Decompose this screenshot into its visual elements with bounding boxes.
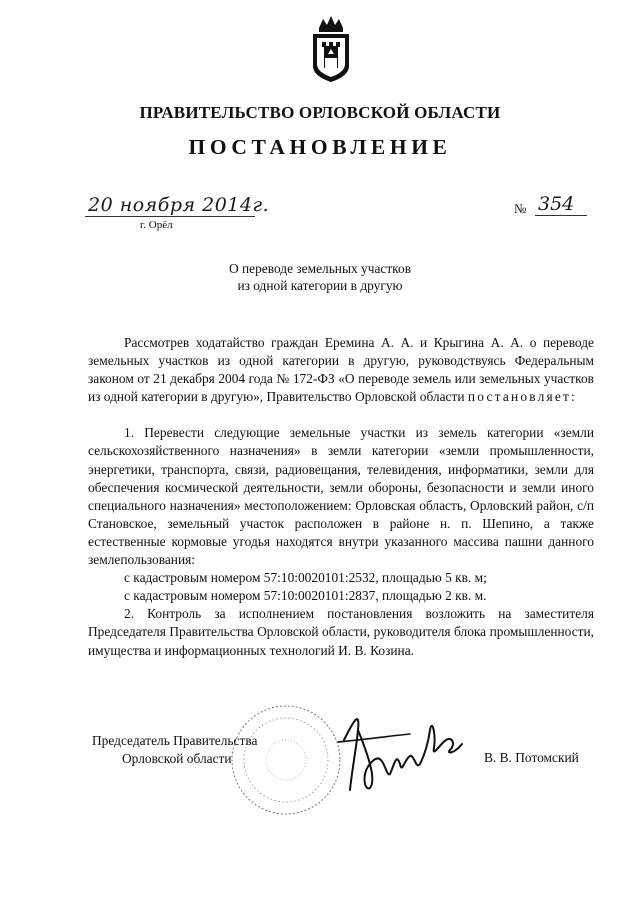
preamble-text: Рассмотрев ходатайство граждан Еремина А. А. и Крыгина А. А. о переводе земельных участков из одной категории в другую, руководствуясь Федеральным законом от 21 декабря 2004 года № 172-ФЗ «О переводе земель или земельных участков из одной категории в другую», Правительство Орловской области	[88, 335, 594, 405]
cadastral-item-1: с кадастровым номером 57:10:0020101:2532, площадью 5 кв. м;	[124, 570, 487, 586]
clause-1: 1. Перевести следующие земельные участки из земель категории «земли сельскохозяйственного назначения» в земли категории «земли промышленности, энергетики, транспорта, связи, радиовещания, телевидения, информатики, земли для обеспечения космической деятельности, земли обороны, безопасности и земли иного специального назначения» местоположением: Орловская область, Орловский район, с/п Становское, земельный участок расположен в районе н. п. Шепино, а также естественные кормовые угодья находятся внутри указанного массива пашни данного землепользования:	[88, 425, 594, 568]
cadastral-item-2: с кадастровым номером 57:10:0020101:2837, площадью 2 кв. м.	[124, 588, 487, 604]
document-date: 20 ноября 2014г.	[88, 194, 270, 216]
document-number: 354	[538, 193, 575, 215]
clause-2: 2. Контроль за исполнением постановления возложить на заместителя Председателя Правительства Орловской области, руководителя блока промышленности, имущества и информационных технологий И. В. Козина.	[88, 606, 594, 658]
government-title: ПРАВИТЕЛЬСТВО ОРЛОВСКОЙ ОБЛАСТИ	[139, 103, 501, 122]
signatory-name: В. В. Потомский	[484, 750, 579, 765]
coat-of-arms-icon	[309, 14, 353, 84]
decree-keyword: постановляет:	[467, 389, 577, 405]
document-body	[88, 334, 594, 660]
number-label: №	[514, 201, 527, 216]
number-underline	[535, 215, 587, 216]
subject-line-1: О переводе земельных участков	[228, 261, 412, 276]
date-underline	[85, 216, 255, 217]
document-city: г. Орёл	[140, 219, 173, 231]
preamble-paragraph	[88, 334, 594, 406]
signatory-position	[92, 732, 257, 768]
document-type-title: ПОСТАНОВЛЕНИЕ	[188, 135, 452, 159]
document-subject	[0, 260, 640, 294]
subject-line-2: из одной категории в другую	[237, 278, 403, 293]
position-line-2: Орловской области	[122, 751, 232, 766]
position-line-1: Председатель Правительства	[92, 733, 258, 748]
handwritten-signature	[330, 700, 470, 796]
